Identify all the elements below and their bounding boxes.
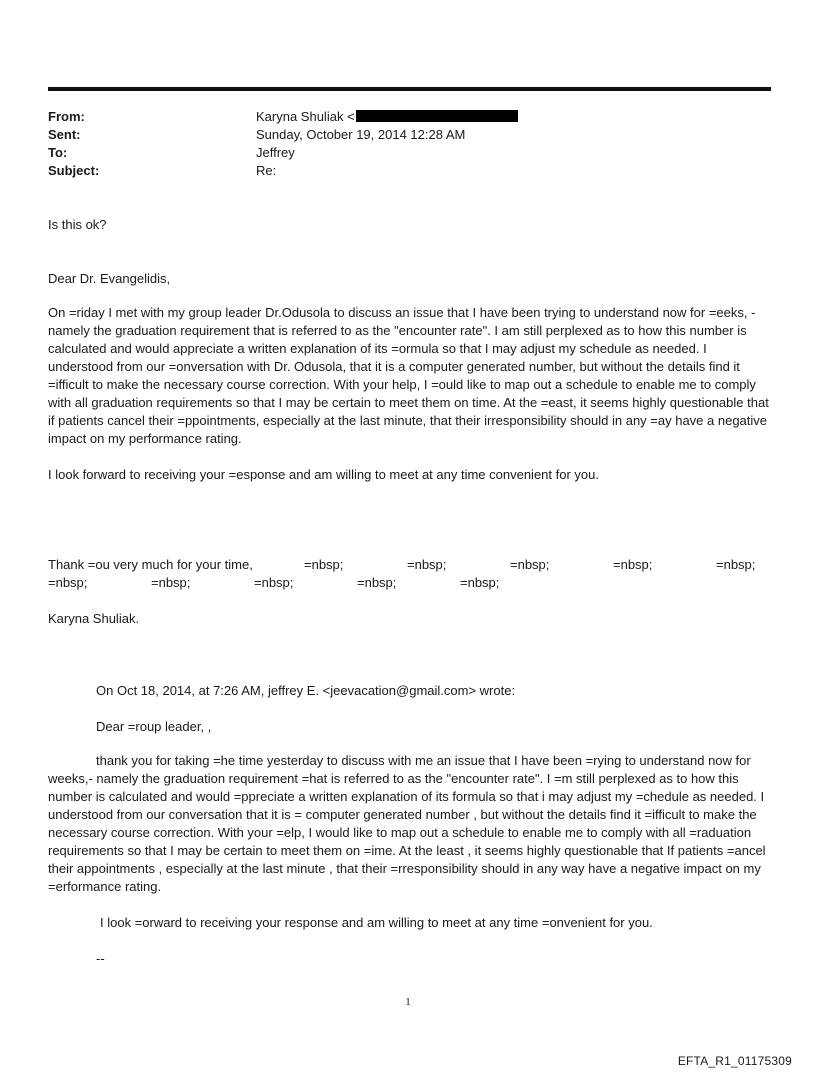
opening-line: Is this ok? [48,217,107,232]
document-id: EFTA_R1_01175309 [677,1054,792,1068]
nbsp-entity: =nbsp; [510,557,550,572]
nbsp-entity: =nbsp; [407,557,447,572]
quoted-attribution: On Oct 18, 2014, at 7:26 AM, jeffrey E. <jeevacation@gmail.com> wrote: [96,683,516,698]
body-paragraph-1: On =riday I met with my group leader Dr.Odusola to discuss an issue that I have been trying to understand now for =eeks, - namely the graduation requirement that is referred to as the "encounter rate". I am still perplexed as to how this number is calculated and would appreciate a written explanation of its =ormula so that I may adjust my schedule as needed. I understood from our =onversation with Dr. Odusola, that it is a computer generated number, but without the details find it =ifficult to make the necessary course correction. With your help, I =ould like to map out a schedule to enable me to comply with all graduation requirements so that I may be certain to meet them on time. At the =east, it seems highly questionable that if patients cancel their =ppointments, especially at the last minute, that their irresponsibility should in any =ay have a negative impact on my performance rating. [48,305,769,446]
nbsp-entity: =nbsp; [48,575,88,590]
quoted-paragraph-1: thank you for taking =he time yesterday to discuss with me an issue that I have been =rying to understand now for weeks,- namely the graduation requirement =hat is referred to as the "encounter rate". I =m still perplexed as to how this number is calculated and would =ppreciate a written explanation of its formula so that i may adjust my =chedule as needed. I understood from our conversation that it is = computer generated number , but without the details find it =ifficult to make the necessary course correction. With your =elp, I would like to map out a schedule to enable me to comply with all =raduation requirements so that I may be certain to meet them on =ime. At the least , it seems highly questionable that If patients =ancel their appointments , especially at the last minute , that their =rresponsibility should in any way have a negative impact on my =erformance rating. [48,753,766,894]
to-label: To: [48,145,68,160]
quoted-paragraph-2: I look =orward to receiving your response and am willing to meet at any time =onvenient for you. [100,915,653,930]
quoted-dashes: -- [96,951,105,966]
nbsp-entity: =nbsp; [716,557,756,572]
nbsp-entity: =nbsp; [357,575,397,590]
signature: Karyna Shuliak. [48,611,140,626]
body-paragraph-2: I look forward to receiving your =esponse and am willing to meet at any time convenient for you. [48,467,599,482]
thanks-text: Thank =ou very much for your time, [48,557,253,572]
nbsp-entity: =nbsp; [613,557,653,572]
from-label: From: [48,109,85,124]
thanks-line [48,556,760,574]
subject-label: Subject: [48,163,100,178]
from-value [256,108,518,126]
quoted-greeting: Dear =roup leader, , [96,719,212,734]
nbsp-entity: =nbsp; [304,557,344,572]
page-number: 1 [405,996,411,1008]
nbsp-line [48,574,760,592]
header-rule [48,87,771,91]
nbsp-entity: =nbsp; [254,575,294,590]
nbsp-entity: =nbsp; [460,575,500,590]
subject-value: Re: [256,163,277,178]
nbsp-entity: =nbsp; [151,575,191,590]
salutation: Dear Dr. Evangelidis, [48,271,171,286]
sent-value: Sunday, October 19, 2014 12:28 AM [256,127,466,142]
to-value: Jeffrey [256,145,295,160]
redaction-bar [356,110,518,122]
from-sender: Karyna Shuliak < [256,109,355,124]
sent-label: Sent: [48,127,81,142]
